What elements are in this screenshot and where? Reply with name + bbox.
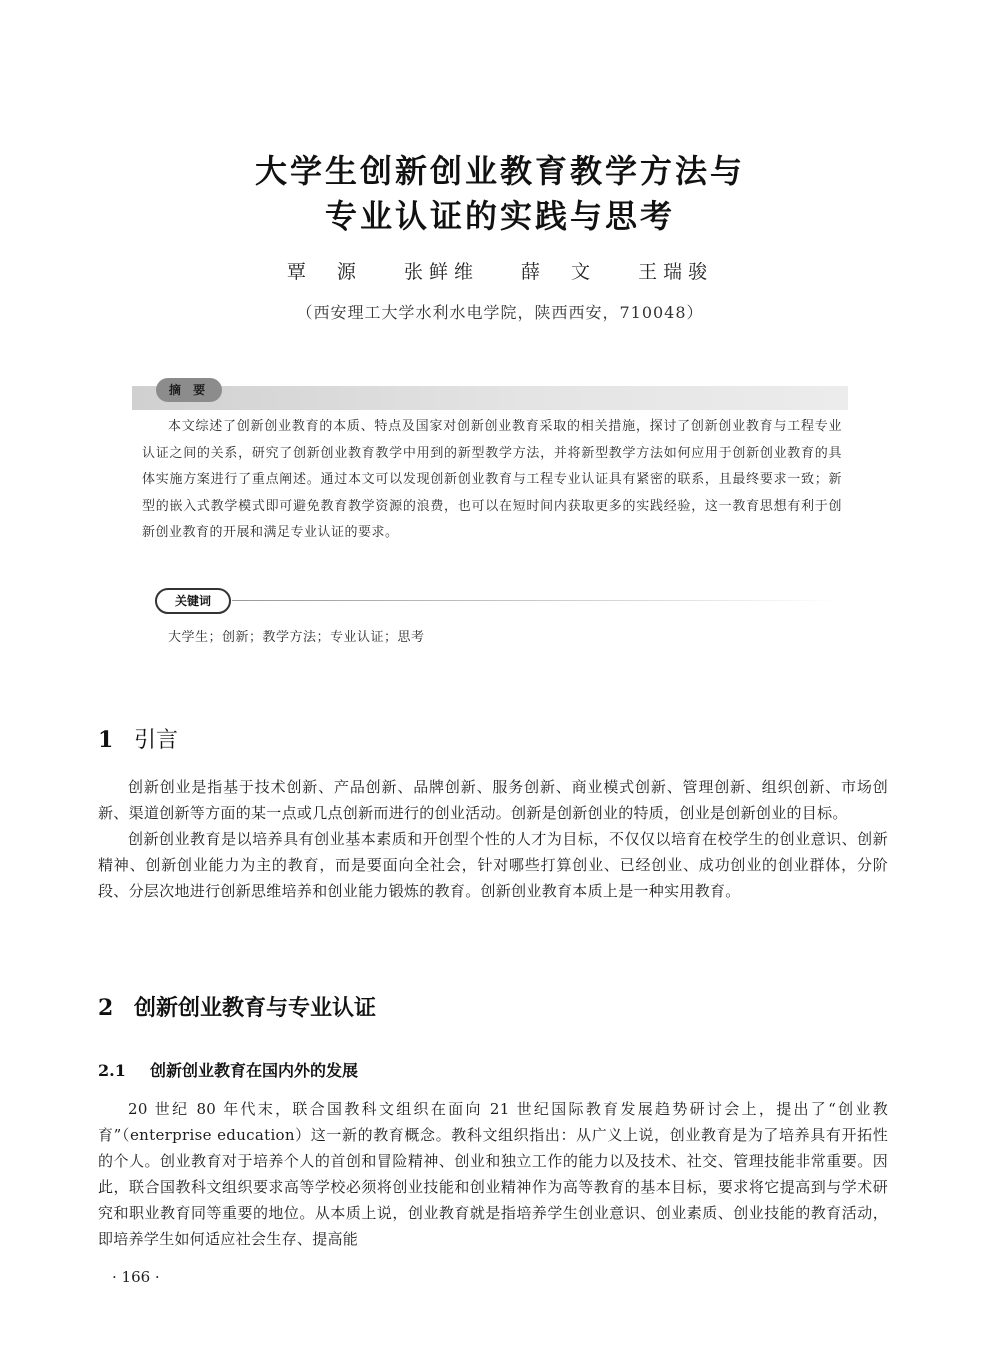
author: 覃 源	[286, 261, 362, 283]
author-list	[0, 257, 1000, 284]
abstract-label: 摘 要	[156, 378, 222, 402]
paragraph: 创新创业教育是以培养具有创业基本素质和开创型个性的人才为目标，不仅仅以培育在校学生的创业意识、创新精神、创新创业能力为主的教育，而是要面向全社会，针对哪些打算创业、已经创业、成功创业的创业群体，分阶段、分层次地进行创新思维培养和创业能力锻炼的教育。创新创业教育本质上是一种实用教育。	[98, 830, 888, 900]
abstract-body	[142, 414, 842, 547]
affiliation: （西安理工大学水利水电学院，陕西西安，710048）	[296, 303, 704, 322]
author: 王瑞骏	[638, 261, 714, 283]
subsection-heading-2-1	[98, 1058, 358, 1081]
section-heading-2	[98, 991, 376, 1022]
subsection-title: 创新创业教育在国内外的发展	[150, 1061, 359, 1080]
section-heading-1	[98, 723, 178, 754]
section-number: 2	[98, 995, 114, 1021]
abstract-text: 本文综述了创新创业教育的本质、特点及国家对创新创业教育采取的相关措施，探讨了创新创业教育与工程专业认证之间的关系，研究了创新创业教育教学中用到的新型教学方法，并将新型教学方法如何应用于创新创业教育的具体实施方案进行了重点阐述。通过本文可以发现创新创业教育与工程专业认证具有紧密的联系，且最终要求一致；新型的嵌入式教学模式即可避免教育教学资源的浪费，也可以在短时间内获取更多的实践经验，这一教育思想有利于创新创业教育的开展和满足专业认证的要求。	[142, 419, 842, 540]
keywords-divider	[232, 600, 842, 601]
abstract-header-band	[132, 386, 848, 410]
paragraph: 创新创业是指基于技术创新、产品创新、品牌创新、服务创新、商业模式创新、管理创新、组织创新、市场创新、渠道创新等方面的某一点或几点创新而进行的创业活动。创新是创新创业的特质，创业是创新创业的目标。	[98, 778, 888, 822]
section-title: 引言	[134, 728, 179, 753]
section-number: 1	[98, 727, 114, 753]
section-1-body	[98, 774, 888, 904]
keywords-text: 大学生；创新；教学方法；专业认证；思考	[168, 630, 425, 645]
paragraph: 20 世纪 80 年代末，联合国教科文组织在面向 21 世纪国际教育发展趋势研讨会上，提出了“创业教育”（enterprise education）这一新的教育概念。教科文组织指出：从广义上说，创业教育是为了培养具有开拓性的个人。创业教育对于培养个人的首创和冒险精神、创业和独立工作的能力以及技术、社交、管理技能非常重要。因此，联合国教科文组织要求高等学校必须将创业技能和创业精神作为高等教育的基本目标，要求将它提高到与学术研究和职业教育同等重要的地位。从本质上说，创业教育就是指培养学生创业意识、创业素质、创业技能的教育活动，即培养学生如何适应社会生存、提高能	[98, 1100, 888, 1248]
author: 薛 文	[521, 261, 597, 283]
paper-title-line-1: 大学生创新创业教育教学方法与	[254, 152, 745, 190]
paper-title-line-2: 专业认证的实践与思考	[324, 197, 675, 235]
keywords-label: 关键词	[155, 588, 231, 614]
author: 张鲜维	[403, 261, 479, 283]
section-title: 创新创业教育与专业认证	[134, 996, 377, 1021]
subsection-2-1-body	[98, 1096, 888, 1252]
page-number: · 166 ·	[112, 1268, 160, 1286]
subsection-number: 2.1	[98, 1061, 126, 1080]
